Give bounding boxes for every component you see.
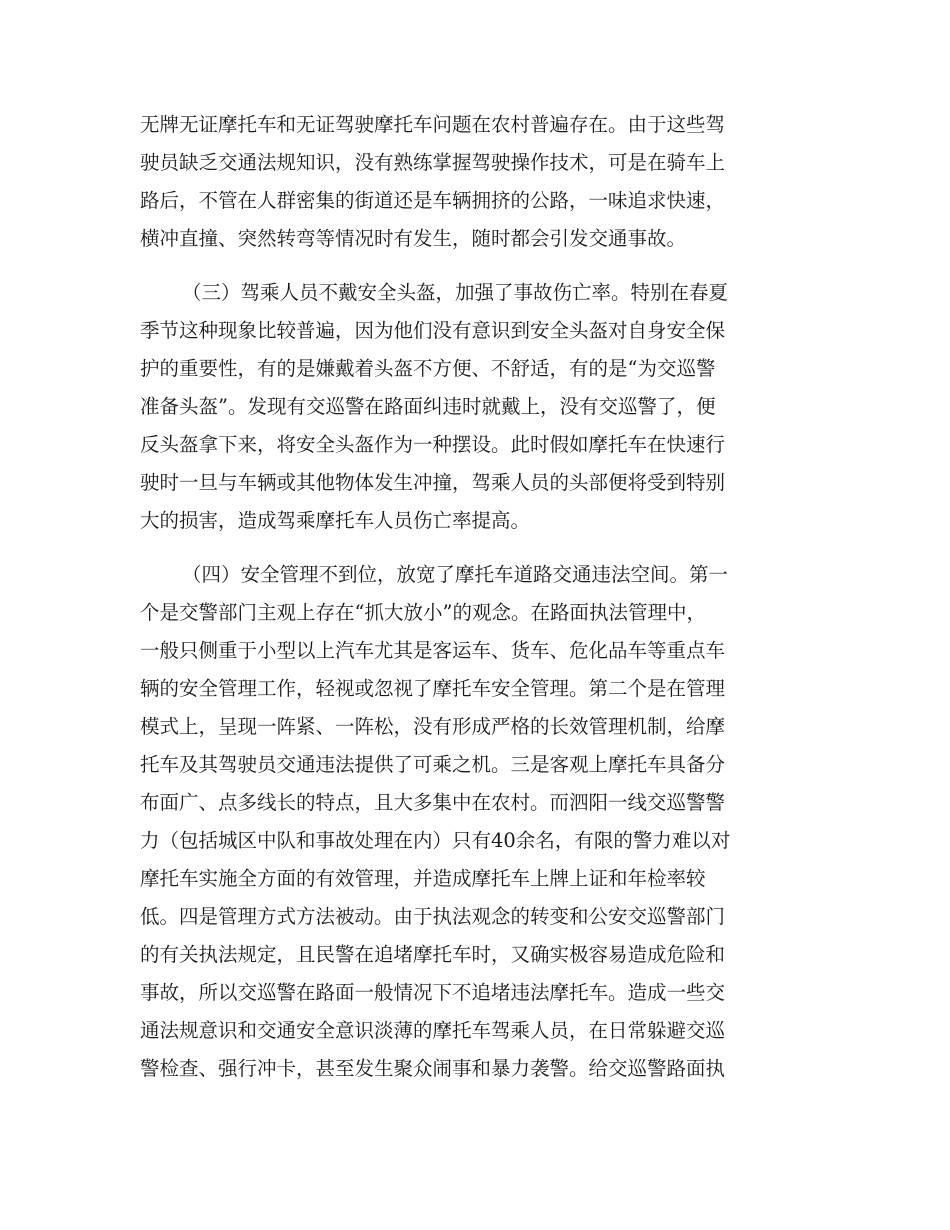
paragraph-3-line-4: 辆的安全管理工作，轻视或忽视了摩托车安全管理。第二个是在管理 [140, 677, 726, 700]
paragraph-2-line-5: 反头盔拿下来，将安全头盔作为一种摆设。此时假如摩托车在快速行 [140, 433, 726, 456]
paragraph-3-line-7: 布面广、点多线长的特点，且大多集中在农村。而泗阳一线交巡警警 [140, 791, 726, 814]
paragraph-3-line-11: 的有关执法规定，且民警在追堵摩托车时，又确实极容易造成危险和 [140, 943, 726, 966]
paragraph-3-line-2: 个是交警部门主观上存在“抓大放小”的观念。在路面执法管理中， [140, 601, 706, 624]
paragraph-3-line-8: 力（包括城区中队和事故处理在内）只有40余名，有限的警力难以对 [140, 829, 731, 852]
paragraph-3-line-12: 事故，所以交巡警在路面一般情况下不追堵违法摩托车。造成一些交 [140, 981, 726, 1004]
paragraph-3-line-14: 警检查、强行冲卡，甚至发生聚众闹事和暴力袭警。给交巡警路面执 [140, 1057, 726, 1080]
paragraph-1-line-4: 横冲直撞、突然转弯等情况时有发生，随时都会引发交通事故。 [140, 227, 687, 250]
paragraph-1-line-2: 驶员缺乏交通法规知识，没有熟练掌握驾驶操作技术，可是在骑车上 [140, 151, 726, 174]
paragraph-2-line-6: 驶时一旦与车辆或其他物体发生冲撞，驾乘人员的头部便将受到特别 [140, 471, 726, 494]
paragraph-2-line-4: 准备头盔”。发现有交巡警在路面纠违时就戴上，没有交巡警了，便 [140, 395, 716, 418]
paragraph-3-line-6: 托车及其驾驶员交通违法提供了可乘之机。三是客观上摩托车具备分 [140, 753, 726, 776]
paragraph-3-line-3: 一般只侧重于小型以上汽车尤其是客运车、货车、危化品车等重点车 [140, 639, 726, 662]
paragraph-1-line-1: 无牌无证摩托车和无证驾驶摩托车问题在农村普遍存在。由于这些驾 [140, 113, 726, 136]
paragraph-3-line-9: 摩托车实施全方面的有效管理，并造成摩托车上牌上证和年检率较 [140, 867, 706, 890]
paragraph-3-line-10: 低。四是管理方式方法被动。由于执法观念的转变和公安交巡警部门 [140, 905, 726, 928]
paragraph-2-line-7: 大的损害，造成驾乘摩托车人员伤亡率提高。 [140, 509, 531, 532]
paragraph-2-line-3: 护的重要性，有的是嫌戴着头盔不方便、不舒适，有的是“为交巡警 [140, 357, 716, 380]
paragraph-3-line-1: （四）安全管理不到位，放宽了摩托车道路交通违法空间。第一 [182, 563, 729, 586]
paragraph-1-line-3: 路后，不管在人群密集的街道还是车辆拥挤的公路，一味追求快速， [140, 189, 726, 212]
paragraph-3-line-5: 模式上，呈现一阵紧、一阵松，没有形成严格的长效管理机制，给摩 [140, 715, 726, 738]
paragraph-3-line-13: 通法规意识和交通安全意识淡薄的摩托车驾乘人员，在日常躲避交巡 [140, 1019, 726, 1042]
paragraph-2-line-1: （三）驾乘人员不戴安全头盔，加强了事故伤亡率。特别在春夏 [182, 281, 729, 304]
paragraph-2-line-2: 季节这种现象比较普遍，因为他们没有意识到安全头盔对自身安全保 [140, 319, 726, 342]
